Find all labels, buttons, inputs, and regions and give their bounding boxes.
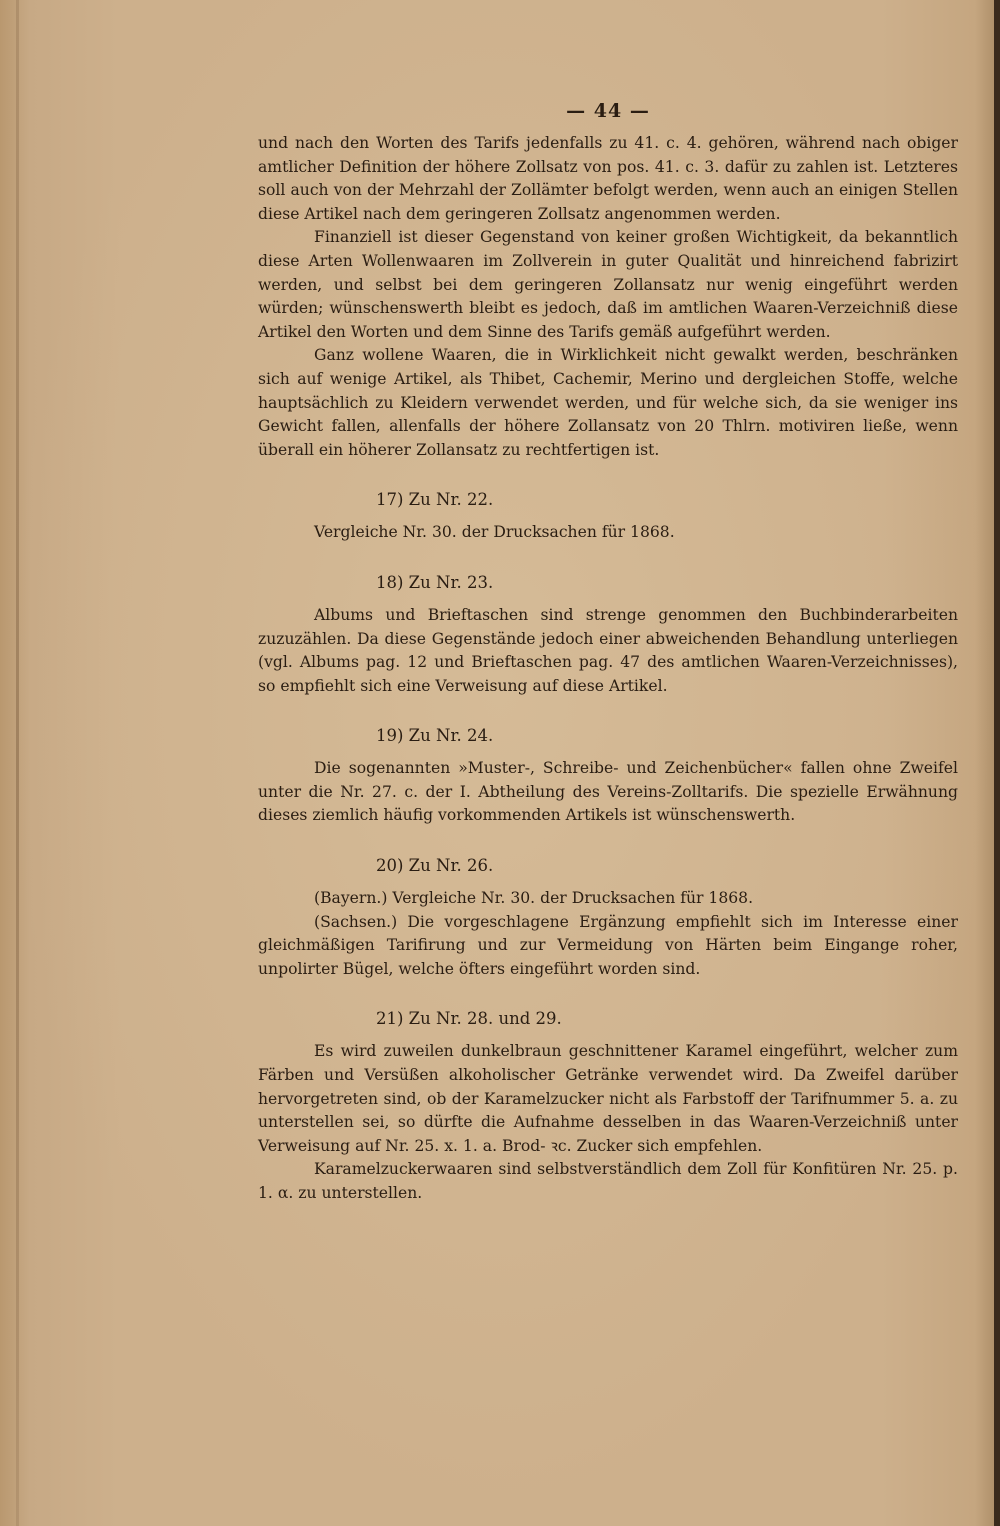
section-heading-21: 21) Zu Nr. 28. und 29. — [376, 1009, 562, 1029]
page-content — [258, 100, 958, 1206]
page-edge-right — [994, 0, 1000, 1526]
section-20-text-2: (Sachsen.) Die vorgeschlagene Ergänzung empfiehlt sich im Interesse einer gleichmäßigen Tarifirung und zur Vermeidung von Härten beim Eingange roher, unpolirter Bügel, welche öfters eingeführt worden sind. — [258, 912, 958, 978]
paragraph-3: Ganz wollene Waaren, die in Wirklichkeit nicht gewalkt werden, beschränken sich auf wenige Artikel, als Thibet, Cachemir, Merino und dergleichen Stoffe, welche hauptsächlich zu Kleidern verwendet werden, und für welche sich, da sie weniger ins Gewicht fallen, allenfalls der höhere Zollansatz von 20 Thlrn. motiviren ließe, wenn überall ein höherer Zollansatz zu rechtfertigen ist. — [258, 346, 958, 459]
section-17-text: Vergleiche Nr. 30. der Drucksachen für 1868. — [314, 523, 675, 542]
section-heading-20: 20) Zu Nr. 26. — [376, 856, 494, 876]
paragraph-1: und nach den Worten des Tarifs jedenfalls zu 41. c. 4. gehören, während nach obiger amtlicher Definition der höhere Zollsatz von pos. 41. c. 3. dafür zu zahlen ist. Letzteres soll auch von der Mehrzahl der Zollämter befolgt werden, wenn auch an einigen Stellen diese Artikel nach dem geringeren Zollsatz angenommen werden. — [258, 134, 958, 223]
section-19-text: Die sogenannten »Muster-, Schreibe- und Zeichenbücher« fallen ohne Zweifel unter die Nr. 27. c. der I. Abtheilung des Vereins-Zolltarifs. Die spezielle Erwähnung dieses ziemlich häufig vorkommenden Artikels ist wünschenswerth. — [258, 759, 958, 825]
section-18-text: Albums und Brieftaschen sind strenge genommen den Buchbinderarbeiten zuzuzählen. Da diese Gegenstände jedoch einer abweichenden Behandlung unterliegen (vgl. Albums pag. 12 und Brieftaschen pag. 47 des amtlichen Waaren-Verzeichnisses), so empfiehlt sich eine Verweisung auf diese Artikel. — [258, 605, 958, 695]
page-edge-left — [16, 0, 19, 1526]
section-heading-18: 18) Zu Nr. 23. — [376, 572, 494, 592]
paragraph-2: Finanziell ist dieser Gegenstand von keiner großen Wichtigkeit, da bekanntlich diese Arten Wollenwaaren im Zollverein in guter Qualität und hinreichend fabrizirt werden, und selbst bei dem geringeren Zollansatz nur wenig eingeführt werden würden; wünschenswerth bleibt es jedoch, daß im amtlichen Waaren-Verzeichniß diese Artikel den Worten und dem Sinne des Tarifs gemäß aufgeführt werden. — [258, 228, 958, 341]
section-21-text-2: Karamelzuckerwaaren sind selbstverständlich dem Zoll für Konfitüren Nr. 25. p. 1. α. zu unterstellen. — [258, 1160, 958, 1202]
section-20-text-1: (Bayern.) Vergleiche Nr. 30. der Drucksachen für 1868. — [314, 889, 754, 908]
page-number: — 44 — — [566, 100, 650, 122]
section-21-text-1: Es wird zuweilen dunkelbraun geschnittener Karamel eingeführt, welcher zum Färben und Versüßen alkoholischer Getränke verwendet wird. Da Zweifel darüber hervorgetreten sind, ob der Karamelzucker nicht als Farbstoff der Tarifnummer 5. a. zu unterstellen sei, so dürfte die Aufnahme desselben in das Waaren-Verzeichniß unter Verweisung auf Nr. 25. x. 1. a. Brod- ꝛc. Zucker sich empfehlen. — [258, 1042, 958, 1155]
section-heading-19: 19) Zu Nr. 24. — [376, 726, 494, 746]
section-heading-17: 17) Zu Nr. 22. — [376, 490, 494, 510]
